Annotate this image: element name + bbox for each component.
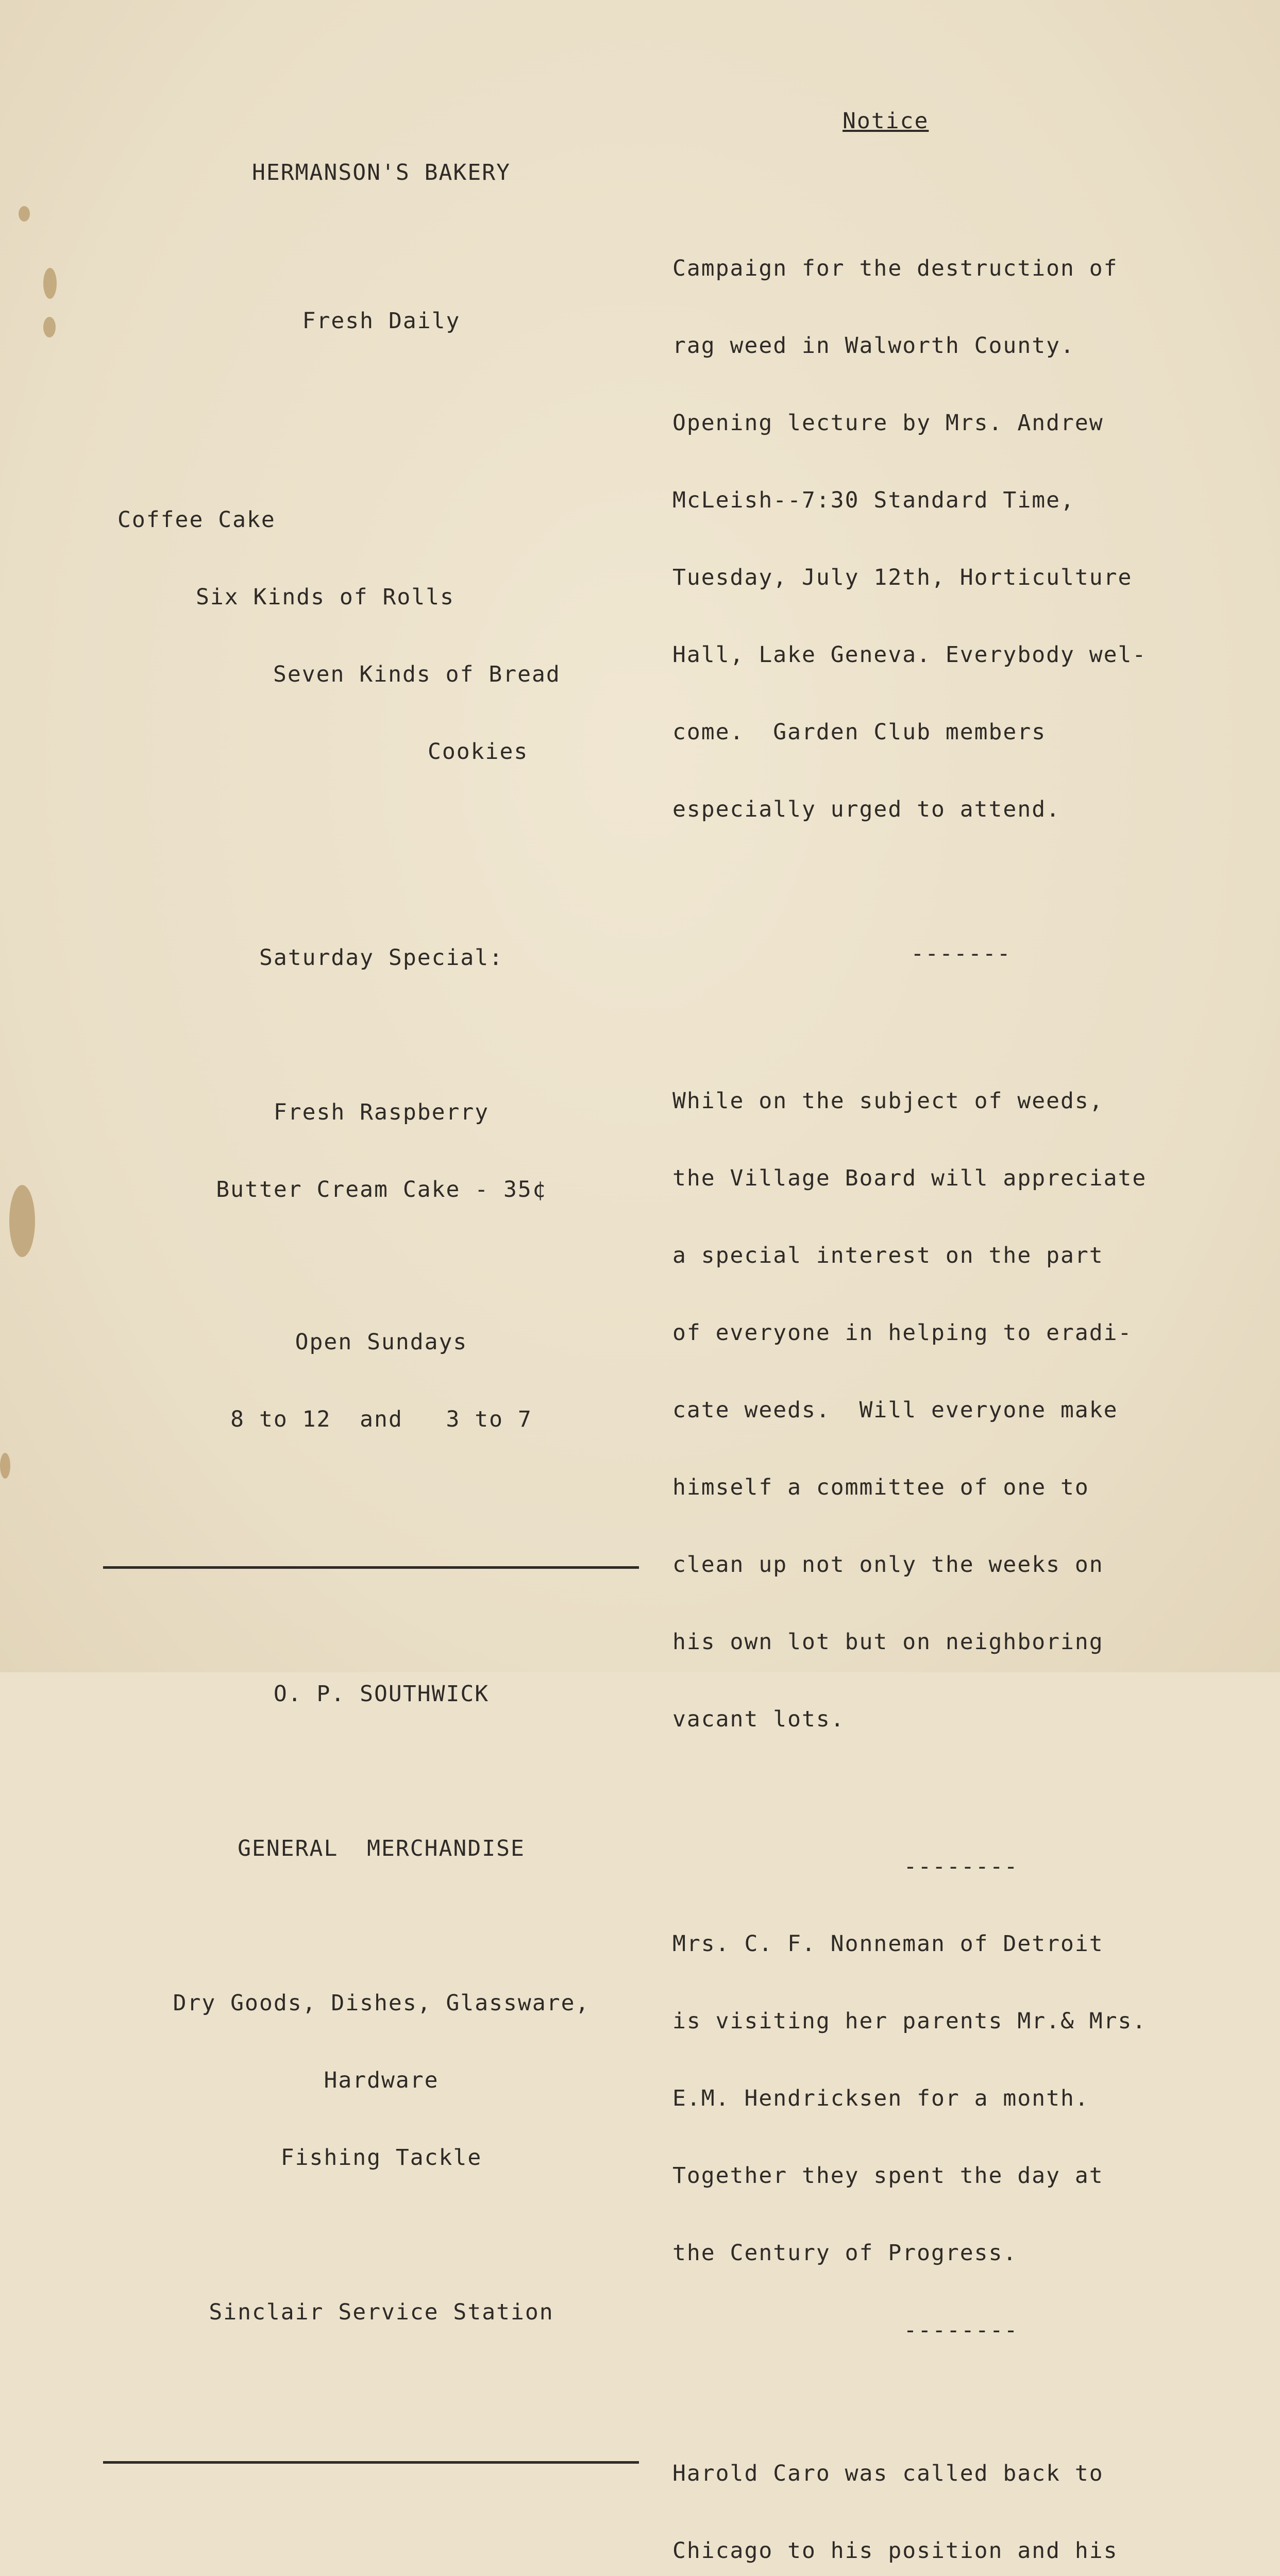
bakery-title: HERMANSON'S BAKERY xyxy=(252,160,511,185)
weeds-line: While on the subject of weeds, xyxy=(672,1088,1104,1114)
weeds-line: himself a committee of one to xyxy=(672,1475,1089,1500)
left-column xyxy=(113,57,649,2576)
bakery-ad xyxy=(113,108,649,385)
special-line: Fresh Raspberry xyxy=(273,1099,490,1125)
notice-line: Opening lecture by Mrs. Andrew xyxy=(672,410,1104,436)
section-divider xyxy=(103,1566,639,1569)
notice-line: McLeish--7:30 Standard Time, xyxy=(672,487,1075,513)
binder-hole-mark xyxy=(0,1453,10,1479)
nonneman-line: is visiting her parents Mr.& Mrs. xyxy=(672,2008,1147,2034)
weeds-line: his own lot but on neighboring xyxy=(672,1629,1104,1655)
service-station: Sinclair Service Station xyxy=(209,2299,554,2325)
caro-line: Chicago to his position and his xyxy=(672,2538,1118,2564)
notice-line: come. Garden Club members xyxy=(672,719,1047,745)
dash-separator: -------- xyxy=(903,2317,1019,2343)
nonneman-line: Together they spent the day at xyxy=(672,2163,1104,2189)
notice-title: Notice xyxy=(843,108,929,134)
binder-hole-mark xyxy=(43,317,56,337)
fresh-daily: Fresh Daily xyxy=(302,308,461,334)
nonneman-line: E.M. Hendricksen for a month. xyxy=(672,2086,1089,2111)
bakery-item: Six Kinds of Rolls xyxy=(196,584,454,610)
nonneman-line: Mrs. C. F. Nonneman of Detroit xyxy=(672,1931,1104,1957)
bakery-item: Coffee Cake xyxy=(117,507,276,533)
notice-line: Hall, Lake Geneva. Everybody wel- xyxy=(672,642,1147,668)
goods-line: Fishing Tackle xyxy=(280,2145,482,2171)
hours-line: 8 to 12 and 3 to 7 xyxy=(230,1406,532,1432)
binder-hole-mark xyxy=(9,1185,35,1257)
special-line: Butter Cream Cake - 35¢ xyxy=(216,1177,547,1202)
goods-line: Hardware xyxy=(324,2067,439,2093)
dash-separator: ------- xyxy=(911,941,1012,967)
weeds-line: a special interest on the part xyxy=(672,1243,1104,1268)
right-column xyxy=(672,57,1250,2576)
hours-line: Open Sundays xyxy=(295,1329,468,1355)
section-divider xyxy=(103,2461,639,2464)
nonneman-line: the Century of Progress. xyxy=(672,2240,1018,2266)
bakery-item: Seven Kinds of Bread xyxy=(273,662,561,687)
southwick-ad xyxy=(113,1630,649,2377)
notice-line: especially urged to attend. xyxy=(672,796,1060,822)
goods-line: Dry Goods, Dishes, Glassware, xyxy=(173,1990,590,2016)
binder-hole-mark xyxy=(43,268,57,299)
special-label: Saturday Special: xyxy=(259,945,504,971)
weeds-line: clean up not only the weeks on xyxy=(672,1552,1104,1578)
weeds-line: vacant lots. xyxy=(672,1706,845,1732)
notice-line: rag weed in Walworth County. xyxy=(672,333,1075,359)
weeds-line: cate weeds. Will everyone make xyxy=(672,1397,1118,1423)
weeds-line: of everyone in helping to eradi- xyxy=(672,1320,1133,1346)
dash-separator: -------- xyxy=(903,1854,1019,1879)
store-name: O. P. SOUTHWICK xyxy=(273,1681,490,1707)
notice-line: Tuesday, July 12th, Horticulture xyxy=(672,565,1133,590)
bakery-item: Cookies xyxy=(428,739,529,765)
caro-line: Harold Caro was called back to xyxy=(672,2461,1104,2486)
notice-line: Campaign for the destruction of xyxy=(672,256,1118,281)
store-subtitle: GENERAL MERCHANDISE xyxy=(238,1836,525,1861)
binder-hole-mark xyxy=(19,206,30,222)
weeds-line: the Village Board will appreciate xyxy=(672,1165,1147,1191)
